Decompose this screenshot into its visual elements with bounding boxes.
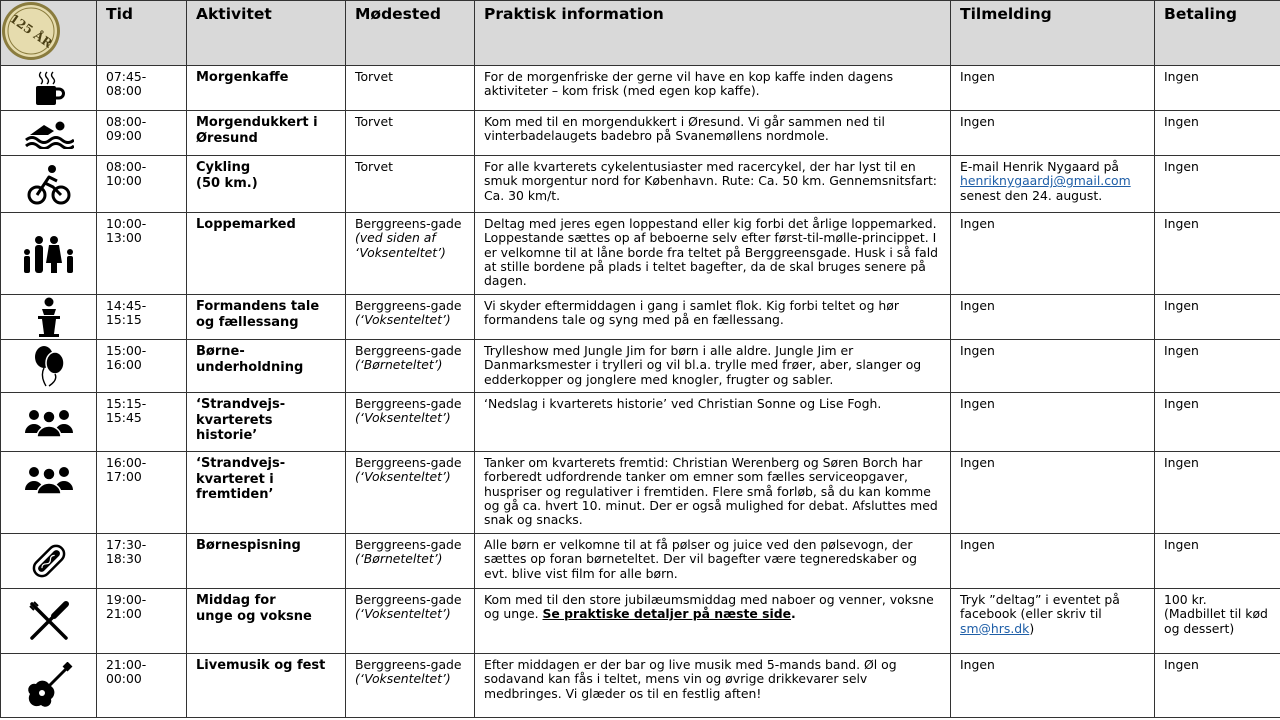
info-cell: Kom med til en morgendukkert i Øresund. Vi går sammen ned til vinterbadelaugets badebro på Svanemøllens nordmole. (475, 111, 951, 156)
activity-cell: Middag for unge og voksne (187, 589, 346, 654)
header-betaling: Betaling (1155, 1, 1280, 66)
anniversary-logo-icon (1, 1, 61, 61)
email-link[interactable]: sm@hrs.dk (960, 620, 1030, 636)
info-cell: Trylleshow med Jungle Jim for børn i alle aldre. Jungle Jim er Danmarksmester i trylleri og vil bl.a. trylle med frøer, aber, slanger og edderkopper og jonglere med knogler, frugter og sabler. (475, 340, 951, 393)
time-cell: 17:30- 18:30 (97, 534, 187, 589)
info-cell: For alle kvarterets cykelentusiaster med racercykel, der har lyst til en smuk morgentur nord for København. Rute: Ca. 50 km. Gennemsnitsfart: Ca. 30 km/t. (475, 156, 951, 213)
hotdog-icon (29, 541, 69, 581)
guitar-icon (25, 662, 73, 710)
details-link[interactable]: Se praktiske detaljer på næste side (542, 606, 792, 622)
place-cell: Berggreens-gade (‘Børneteltet’) (346, 534, 475, 589)
family-icon (21, 235, 77, 273)
table-row (1, 534, 1280, 589)
speaker-podium-icon (36, 297, 62, 337)
payment-cell: 100 kr. (Madbillet til kød og dessert) (1155, 589, 1280, 654)
activity-cell: Børne- underholdning (187, 340, 346, 393)
signup-cell: Ingen (951, 66, 1155, 111)
payment-cell: Ingen (1155, 452, 1280, 534)
activity-cell: Morgendukkert i Øresund (187, 111, 346, 156)
payment-cell: Ingen (1155, 66, 1280, 111)
coffee-cup-icon (32, 70, 66, 106)
fork-knife-icon (28, 600, 70, 642)
info-cell: For de morgenfriske der gerne vil have en kop kaffe inden dagens aktiviteter – kom frisk (med egen kop kaffe). (475, 66, 951, 111)
time-cell: 14:45- 15:15 (97, 295, 187, 340)
time-cell: 19:00- 21:00 (97, 589, 187, 654)
swimmer-icon (24, 117, 74, 149)
info-cell: Kom med til den store jubilæumsmiddag med naboer og venner, voksne og unge. Se praktiske detaljer på næste side. (475, 589, 951, 654)
payment-cell: Ingen (1155, 111, 1280, 156)
time-cell: 08:00- 10:00 (97, 156, 187, 213)
activity-cell: Formandens tale og fællessang (187, 295, 346, 340)
icon-cell (1, 534, 97, 589)
group-icon (24, 464, 74, 494)
place-cell: Berggreens-gade (‘Voksenteltet’) (346, 393, 475, 452)
time-cell: 07:45- 08:00 (97, 66, 187, 111)
table-row (1, 66, 1280, 111)
icon-cell (1, 66, 97, 111)
header-tid: Tid (97, 1, 187, 66)
email-link[interactable]: henriknygaardj@gmail.com (960, 173, 1131, 189)
place-cell: Torvet (346, 111, 475, 156)
payment-cell: Ingen (1155, 340, 1280, 393)
signup-cell: E-mail Henrik Nygaard på henriknygaardj@gmail.com senest den 24. august. (951, 156, 1155, 213)
table-row (1, 213, 1280, 295)
time-cell: 16:00- 17:00 (97, 452, 187, 534)
payment-cell: Ingen (1155, 534, 1280, 589)
signup-cell: Ingen (951, 295, 1155, 340)
icon-cell (1, 393, 97, 452)
place-cell: Berggreens-gade (ved siden af ‘Voksenteltet’) (346, 213, 475, 295)
info-cell: Vi skyder eftermiddagen i gang i samlet flok. Kig forbi teltet og hør formandens tale og syng med på en fællessang. (475, 295, 951, 340)
header-row (1, 1, 1280, 66)
icon-cell (1, 213, 97, 295)
header-tilmelding: Tilmelding (951, 1, 1155, 66)
table-row (1, 589, 1280, 654)
info-cell: Efter middagen er der bar og live musik med 5-mands band. Øl og sodavand kan fås i teltet, mens vin og øvrige drikkevarer selv medbringes. Vi glæder os til en festlig aften! (475, 654, 951, 718)
table-row (1, 295, 1280, 340)
logo-text: 125 ÅR (7, 11, 55, 51)
place-cell: Torvet (346, 156, 475, 213)
icon-cell (1, 654, 97, 718)
balloons-icon (30, 344, 68, 388)
table-row (1, 156, 1280, 213)
icon-cell (1, 295, 97, 340)
time-cell: 15:00- 16:00 (97, 340, 187, 393)
header-aktivitet: Aktivitet (187, 1, 346, 66)
place-cell: Berggreens-gade (‘Voksenteltet’) (346, 295, 475, 340)
payment-cell: Ingen (1155, 156, 1280, 213)
place-cell: Berggreens-gade (‘Voksenteltet’) (346, 452, 475, 534)
icon-cell (1, 156, 97, 213)
signup-cell: Ingen (951, 111, 1155, 156)
icon-cell (1, 340, 97, 393)
signup-cell: Ingen (951, 340, 1155, 393)
activity-cell: ‘Strandvejs- kvarteret i fremtiden’ (187, 452, 346, 534)
table-row (1, 340, 1280, 393)
signup-cell: Ingen (951, 393, 1155, 452)
icon-cell (1, 589, 97, 654)
activity-cell: Livemusik og fest (187, 654, 346, 718)
table-row (1, 452, 1280, 534)
icon-cell (1, 452, 97, 534)
place-cell: Berggreens-gade (‘Børneteltet’) (346, 340, 475, 393)
time-cell: 21:00- 00:00 (97, 654, 187, 718)
payment-cell: Ingen (1155, 213, 1280, 295)
activity-cell: Loppemarked (187, 213, 346, 295)
payment-cell: Ingen (1155, 295, 1280, 340)
activity-cell: Børnespisning (187, 534, 346, 589)
header-modested: Mødested (346, 1, 475, 66)
signup-cell: Ingen (951, 534, 1155, 589)
table-row (1, 393, 1280, 452)
signup-cell: Ingen (951, 452, 1155, 534)
place-cell: Torvet (346, 66, 475, 111)
payment-cell: Ingen (1155, 393, 1280, 452)
table-row (1, 654, 1280, 718)
place-cell: Berggreens-gade (‘Voksenteltet’) (346, 654, 475, 718)
group-icon (24, 407, 74, 437)
activity-cell: Cykling (50 km.) (187, 156, 346, 213)
header-info: Praktisk information (475, 1, 951, 66)
time-cell: 15:15- 15:45 (97, 393, 187, 452)
signup-cell: Ingen (951, 654, 1155, 718)
cyclist-icon (27, 163, 71, 205)
table-row (1, 111, 1280, 156)
time-cell: 08:00- 09:00 (97, 111, 187, 156)
signup-cell: Tryk ”deltag” i eventet på facebook (eller skriv til sm@hrs.dk) (951, 589, 1155, 654)
icon-cell (1, 111, 97, 156)
time-cell: 10:00- 13:00 (97, 213, 187, 295)
info-cell: Alle børn er velkomne til at få pølser og juice ved den pølsevogn, der sættes op foran børneteltet. Der vil bagefter være tegneredskaber og evt. blive vist film for alle børn. (475, 534, 951, 589)
signup-cell: Ingen (951, 213, 1155, 295)
info-cell: ‘Nedslag i kvarterets historie’ ved Christian Sonne og Lise Fogh. (475, 393, 951, 452)
info-cell: Tanker om kvarterets fremtid: Christian Werenberg og Søren Borch har forberedt udfordrende tanker om emner som fælles serviceopgaver, huspriser og regulativer i fremtiden. Flere små forløb, så du kan komme og gå ca. hvert 10. minut. Der er også mulighed for debat. Afsluttes med snak og snacks. (475, 452, 951, 534)
info-cell: Deltag med jeres egen loppestand eller kig forbi det årlige loppemarked. Loppestande sættes op af beboerne selv efter først-til-mølle-princippet. I er velkomne til at låne borde fra teltet på Berggreensgade. Husk i så fald at stille bordene på plads i teltet bagefter, da de skal bruges senere på dagen. (475, 213, 951, 295)
payment-cell: Ingen (1155, 654, 1280, 718)
place-cell: Berggreens-gade (‘Voksenteltet’) (346, 589, 475, 654)
activity-cell: Morgenkaffe (187, 66, 346, 111)
header-logo-cell (1, 1, 97, 66)
activity-cell: ‘Strandvejs- kvarterets historie’ (187, 393, 346, 452)
